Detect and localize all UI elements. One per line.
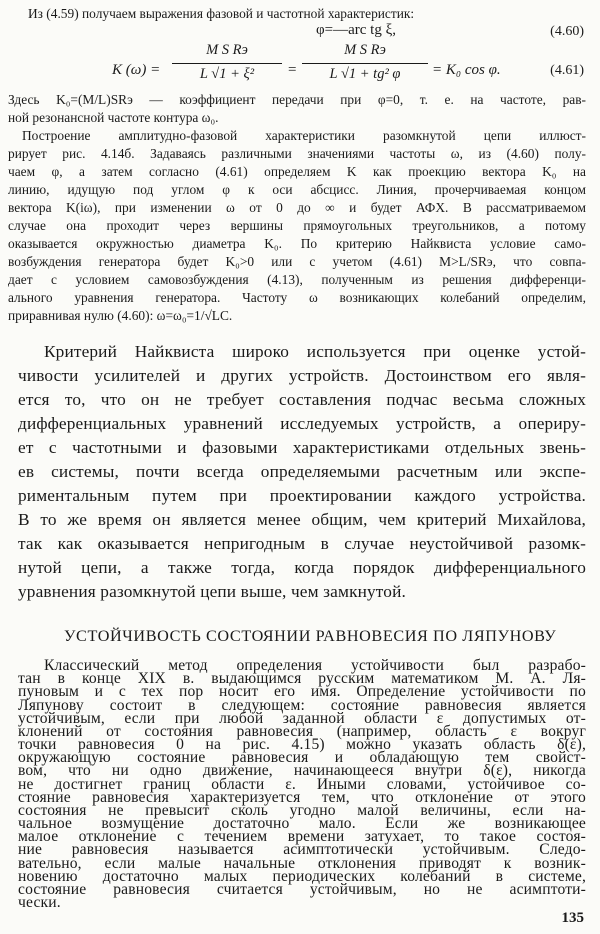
body-line: малое отклонение с течением времени затухает, то такое состоя- bbox=[18, 828, 586, 846]
small-line: рирует рис. 4.14б. Задаваясь различными значениями частоты ω, из (4.60) полу- bbox=[8, 146, 586, 161]
intro-line: Из (4.59) получаем выражения фазовой и частотной характеристик: bbox=[28, 6, 415, 21]
body-line: вом, что ни одно движение, начинающееся внутри δ(ε), никогда bbox=[18, 762, 586, 780]
body-line: новению достаточно малых периодических колебаний в системе, bbox=[18, 867, 586, 885]
body-line: Классический метод определения устойчивости был разрабо- bbox=[44, 657, 586, 674]
body-line: точки равновесия 0 на рис. 4.15) можно указать область δ(ε), bbox=[18, 736, 586, 753]
body-line: ние равновесия называется асимптотически устойчивым. Следо- bbox=[18, 841, 586, 859]
body-line: состояние равновесия считается устойчивым, но не асимптоти- bbox=[18, 880, 586, 898]
body-line: стояние равновесия характеризуется тем, что отклонение от этого bbox=[18, 788, 586, 806]
body-line: вательно, если малые начальные отклонения приводят к возник- bbox=[18, 854, 586, 872]
eq-lhs: K (ω) = bbox=[112, 62, 161, 78]
equation-number-4-60: (4.60) bbox=[550, 24, 584, 39]
body-line: В то же время он является менее общим, чем критерий Михайлова, bbox=[18, 510, 586, 529]
small-line: ального уравнения генератора. Частоту ω возникающих колебаний определим, bbox=[8, 290, 586, 305]
eq-frac1-bar bbox=[172, 63, 282, 64]
body-line: чески. bbox=[18, 894, 61, 911]
body-line: Критерий Найквиста широко используется при оценке устой- bbox=[44, 342, 586, 361]
body-line: тан в конце XIX в. выдающимся русским математиком М. А. Ля- bbox=[18, 670, 586, 688]
body-line: ется то, что он не требует составления подчас весьма сложных bbox=[18, 390, 586, 409]
eq-rhs: = K₀ cos φ. bbox=[432, 62, 501, 78]
equation-number-4-61: (4.61) bbox=[550, 63, 584, 78]
body-line: состояния не превысит сколь угодно малой величины, если на- bbox=[18, 801, 586, 819]
eq-middle-sign: = bbox=[288, 62, 297, 78]
equation-4-60: φ=—arc tg ξ, bbox=[316, 22, 397, 38]
small-line: чаем φ, а затем согласно (4.61) определяем K как проекцию вектора K₀ на bbox=[8, 164, 586, 179]
small-line: возбуждения генератора будет K₀>0 или с учетом (4.61) M>L/SRэ, что совпа- bbox=[8, 254, 586, 269]
small-line: линию, идущую под углом φ к оси абсцисс. Линия, прочерчиваемая концом bbox=[8, 182, 586, 197]
body-line: уравнения разомкнутой цепи выше, чем замкнутой. bbox=[18, 582, 406, 601]
body-line: чальное возмущение достаточно мало. Если же возникающее bbox=[18, 815, 586, 832]
body-line: риментальным путем при проектировании каждого устройства. bbox=[18, 486, 586, 505]
small-line: вектора K(iω), при изменении ω от 0 до ∞ и будет АФХ. В рассматриваемом bbox=[8, 200, 586, 215]
body-line: окружающую состояние равновесия и обладающую тем свойст- bbox=[18, 749, 586, 767]
eq-frac2-denominator: L √1 + tg² φ bbox=[329, 66, 401, 82]
section-heading: УСТОЙЧИВОСТЬ СОСТОЯНИИ РАВНОВЕСИЯ ПО ЛЯПУНОВУ bbox=[64, 627, 557, 645]
small-line: приравнивая нулю (4.60): ω=ω₀=1/√LC. bbox=[8, 308, 233, 323]
small-line: случае она проходит через вершины прямоугольных треугольников, а потому bbox=[8, 218, 586, 233]
eq-frac1-numerator: M S Rэ bbox=[206, 42, 248, 58]
body-line: нутой цепи, а также тогда, когда порядок дифференциального bbox=[18, 558, 586, 577]
body-line: чивости усилителей и других устройств. Достоинством его явля- bbox=[18, 366, 586, 385]
eq-frac2-bar bbox=[302, 63, 428, 64]
body-line: не достигнет границ области ε. Иными словами, устойчивое со- bbox=[18, 775, 586, 793]
small-line: ной резонансной частоте контура ω₀. bbox=[8, 110, 219, 125]
body-line: Ляпунову состоит в следующем: состояние равновесия является bbox=[18, 696, 586, 714]
body-line: дифференциальных уравнений исследуемых устройств, а опериру- bbox=[18, 414, 586, 433]
body-line: клонений от состояния равновесия (например, область ε вокруг bbox=[18, 722, 586, 740]
body-line: так как оказывается непригодным в случае неустойчивой разомк- bbox=[18, 534, 586, 553]
small-line: Построение амплитудно-фазовой характеристики разомкнутой цепи иллюст- bbox=[22, 128, 586, 143]
body-line: устойчивым, если при любой заданной области ε допустимых от- bbox=[18, 709, 586, 727]
body-line: ев системы, почти всегда определяемыми расчетным или экспе- bbox=[18, 462, 586, 481]
page-number: 135 bbox=[561, 910, 584, 926]
body-line: ет с частотными и фазовыми характеристиками отдельных звень- bbox=[18, 438, 586, 457]
eq-frac1-denominator: L √1 + ξ² bbox=[199, 66, 255, 82]
eq-frac2-numerator: M S Rэ bbox=[344, 42, 386, 58]
small-line: оказывается окружностью диаметра K₀. По критерию Найквиста условие само- bbox=[8, 236, 586, 251]
small-line: дает с условием самовозбуждения (4.13), полученным из решения дифференци- bbox=[8, 272, 586, 287]
small-line: Здесь K₀=(M/L)SRэ — коэффициент передачи при φ=0, т. е. на частоте, рав- bbox=[8, 92, 586, 107]
body-line: пуновым и с тех пор носит его имя. Определение устойчивости по bbox=[18, 683, 586, 701]
